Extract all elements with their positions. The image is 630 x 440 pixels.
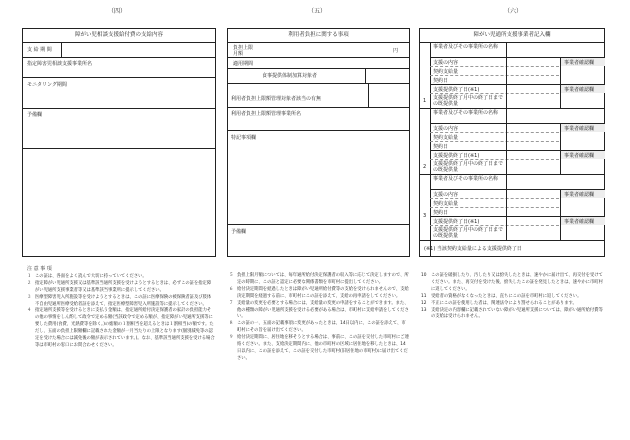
- group-2-end-date: 支援提供終了日(※1): [433, 153, 480, 159]
- note-item: ５ 負担上限月額については、毎年通所給付決定保護者の収入等に応じて決定しますので、所定の時期に、この証と認定に必要な関係書類を市町村に提出してください。: [229, 273, 409, 285]
- section-6-panel: [419, 28, 605, 257]
- payment-period-label: 支 給 期 間: [27, 47, 52, 53]
- group-2-provided-amount: 支援提供終了月中の終了日までの既提供量: [433, 161, 504, 173]
- monitoring-period-label: モニタリング期間: [27, 82, 67, 88]
- monthly-amount-label: 月額: [233, 51, 244, 57]
- note-item: １ この証は、各面をよく読んで大切に持っていてください。: [27, 273, 147, 279]
- group-2-stamp-a: 事業者確認欄: [564, 126, 595, 132]
- group-2-contract-quantity: 契約支給量: [433, 135, 459, 141]
- cap-management-flag-label: 利用者負担上限額管理対象者該当の有無: [231, 96, 322, 102]
- special-notes-label: 特記事項欄: [231, 135, 257, 141]
- group-1-stamp-a: 事業者確認欄: [564, 60, 595, 66]
- group-1-stamp-b: 事業者確認欄: [564, 87, 595, 93]
- notes-column-1: [27, 266, 215, 350]
- note-item: ３ 医療型障害児入所施設等を受けようとするときは、この証に医療保険の被保険者証及び肢体不自由児通所医療受給者証を添えて、指定医療型障害児入所施設等に提示してください。: [27, 294, 212, 307]
- group-3-provider-name: 事業者及びその事業所の名称: [433, 176, 499, 182]
- memo-label: 予備欄: [27, 112, 43, 118]
- section-number-6: （六）: [504, 8, 523, 15]
- notes-column-2: [229, 273, 409, 363]
- group-3-provided-amount: 支援提供終了月中の終了日までの既提供量: [433, 227, 504, 239]
- section-number-5: （五）: [308, 8, 327, 15]
- section-number-4: （四）: [108, 8, 127, 15]
- note-item: ９ 給付決定期間に、居住地を移そうとする場合は、事前に、この証を交付した市町村にご連絡ください。また、支給決定期間内に、他の市町村の区域に居住地を移したときは、14日以内に、この証を添えて、この証を交付した市町村(旧居住地の市町村)に届け出てください。: [229, 335, 409, 361]
- group-1-number: 1: [423, 98, 427, 104]
- section-5-panel: [227, 28, 410, 257]
- section-6-footnote: (※1) 当該契約支給量による支援提供終了日: [424, 246, 522, 252]
- designated-provider-label: 指定障害児相談支援事業所名: [27, 61, 93, 67]
- group-1-end-date: 支援提供終了日(※1): [433, 87, 480, 93]
- notes-heading: 注 意 事 項: [27, 266, 52, 272]
- burden-cap-label: 負担上限: [233, 45, 254, 51]
- group-3-stamp-b: 事業者確認欄: [564, 219, 595, 225]
- group-2-provider-name: 事業者及びその事業所の名称: [433, 110, 499, 116]
- note-item: 11 受給者の資格がなくなったときは、直ちにこの証を市町村に返してください。: [421, 293, 582, 299]
- group-3-support-content: 支援の内容: [433, 192, 459, 198]
- meal-provision-label: 食事提供体制加算対象者: [262, 73, 318, 79]
- section-4-panel: [22, 28, 216, 257]
- group-3-contract-quantity: 契約支給量: [433, 201, 459, 207]
- section-6-title: 障がい児通所支援事業者記入欄: [420, 29, 604, 43]
- note-item: 13 支給決定の内容欄に記載されていない障がい児通所支援については、障がい通所給付費等の支給は受けられません。: [421, 307, 603, 320]
- group-3-contract-date: 契約日: [433, 210, 449, 216]
- group-1-support-content: 支援の内容: [433, 60, 459, 66]
- applicable-period-label: 適用期間: [233, 61, 254, 67]
- group-1-contract-quantity: 契約支給量: [433, 69, 459, 75]
- group-1-contract-date: 契約日: [433, 78, 449, 84]
- note-item: ２ 指定障がい児通所支援又は基準該当通所支援を受けようとするときは、必ずこの証を指定障がい児通所支援事業者等又は基準該当事業所に提示してください。: [27, 280, 212, 293]
- section-5-memo-label: 予備欄: [231, 229, 247, 235]
- group-2-number: 2: [423, 164, 427, 170]
- group-3-stamp-a: 事業者確認欄: [564, 192, 595, 198]
- yen-unit: 円: [393, 48, 399, 54]
- cap-management-office-label: 利用者負担上限額管理事業所名: [231, 111, 302, 117]
- note-item: 12 不正にこの証を使用した者は、関連法令により罰せられることがあります。: [421, 300, 577, 306]
- section-5-title: 利用者負担に関する事項: [228, 29, 409, 43]
- note-item: ６ 給付決定期間を経過したときは障がい児通所給付費等の支給を受けられませんので、支給決定期間を経過する前に、市町村にこの証を添えて、支給の再申請をしてください。: [229, 286, 409, 299]
- note-item: 10 この証を破損したり、汚したり又は紛失したときは、速やかに届け出て、再交付を受けてください。また、再交付を受けた後、紛失したこの証を発見したときは、速やかに市町村に返してください。: [421, 273, 603, 292]
- group-3-end-date: 支援提供終了日(※1): [433, 219, 480, 225]
- group-1-provided-amount: 支援提供終了月中の終了日までの既提供量: [433, 95, 504, 107]
- group-2-contract-date: 契約日: [433, 144, 449, 150]
- group-1-provider-name: 事業者及びその事業所の名称: [433, 44, 499, 50]
- notes-column-3: [421, 273, 603, 321]
- note-item: ４ 指定通所支援等を受けるときに支払う金額は、指定通所給付決定保護者の家計の負担能力その他の事情をしん酌して政令で定める額(当該政令で定める額が、指定障がい児通所支援等に要した費用(食費、光熱費等を除く。)の総額の１割相当を超えるときは１割相当)の額です。ただし、五面の負担上限額欄に記載された金額が一月当たりの上限となります(個別減免等の認定を受けた場合には減免後の額が表示されています。)。なお、基準該当通所支援を受ける場合等は市町村の窓口にお問合わせください。: [27, 308, 215, 348]
- group-3-number: 3: [423, 213, 427, 219]
- note-item: ７ 支給量の変更を必要とする場合には、支給量の変更の申請をすることができます。また、他の種類の障がい児通所支援を受ける必要がある場合は、市町村に支給申請をしてください。: [229, 300, 409, 320]
- note-item: ８ この証の一、五面の記載事項に変更があったときは、14日以内に、この証を添えて、市町村にその旨を届け出てください。: [229, 321, 406, 334]
- section-4-title: 障がい児相談支援給付費の支給内容: [23, 29, 215, 43]
- group-2-stamp-b: 事業者確認欄: [564, 153, 595, 159]
- group-2-support-content: 支援の内容: [433, 126, 459, 132]
